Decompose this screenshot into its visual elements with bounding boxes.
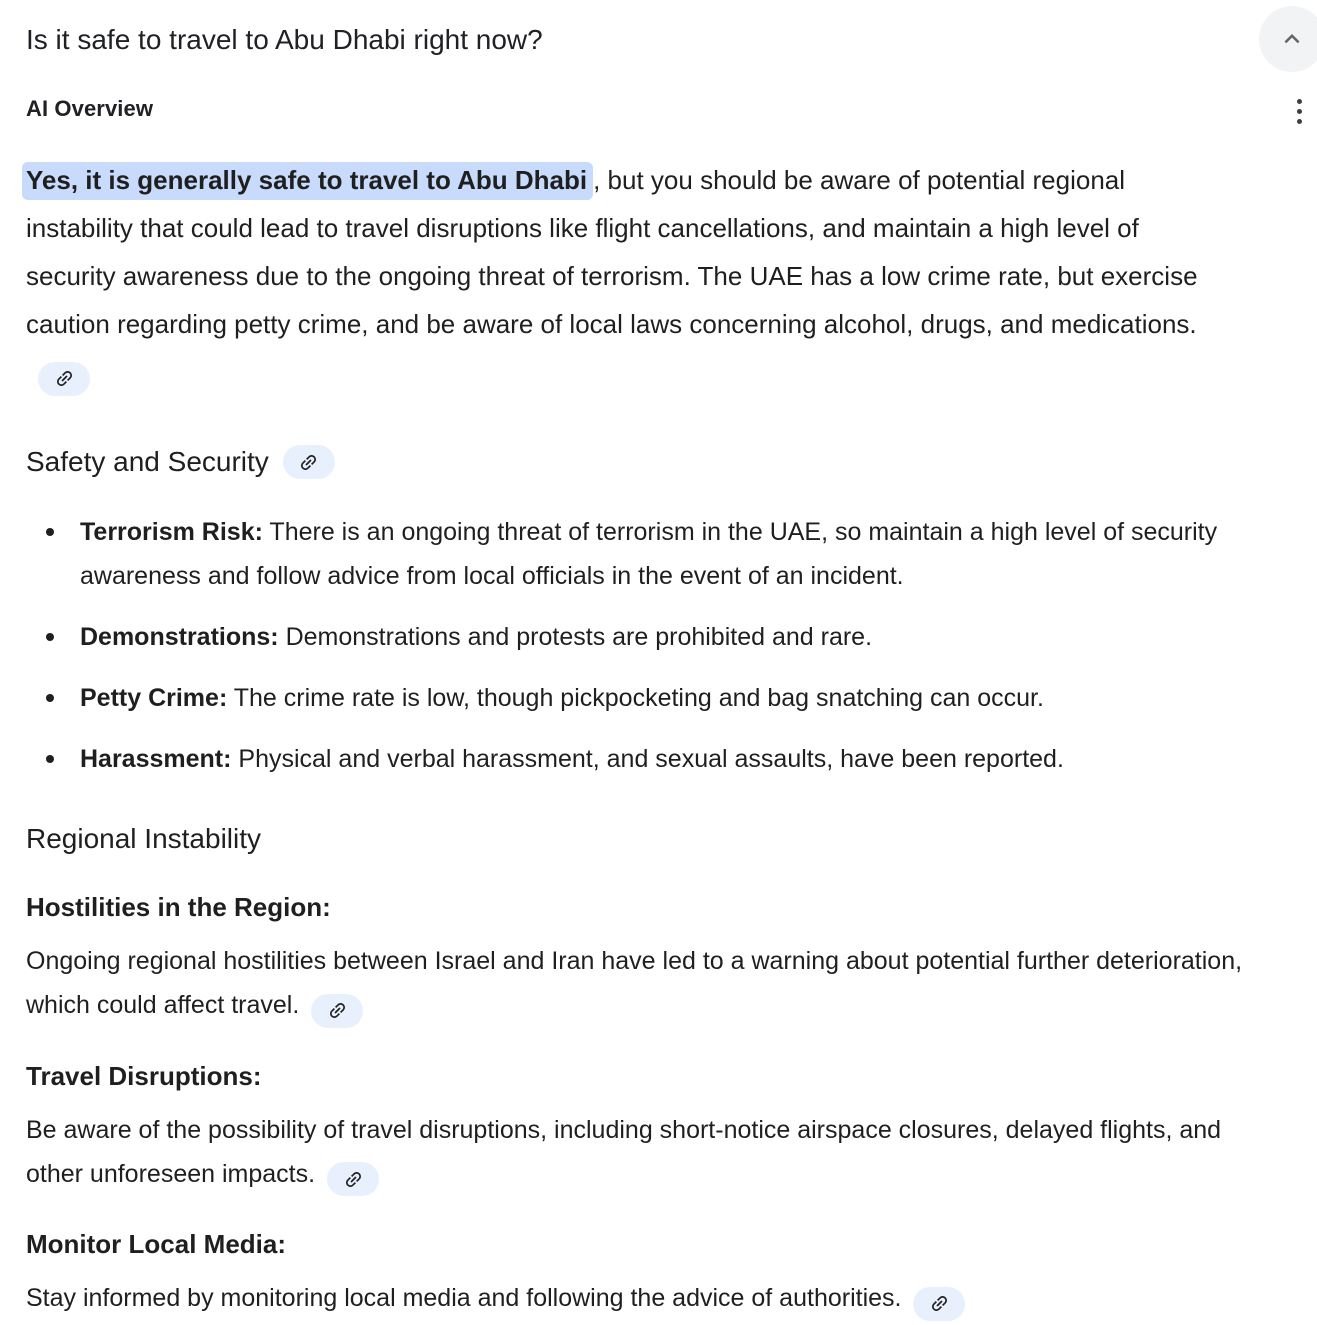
- list-item: [26, 510, 1280, 598]
- subsection-heading: Hostilities in the Region:: [26, 892, 331, 922]
- bullet-text: The crime rate is low, though pickpocketing and bag snatching can occur.: [227, 684, 1044, 712]
- intro-body-text: , but you should be aware of potential regional instability that could lead to travel disruptions like flight cancellations, and maintain a high level of security awareness due to the ongoing threat of terrorism. The UAE has a low crime rate, but exercise caution regarding petty crime, and be aware of local laws concerning alcohol, drugs, and medications.: [26, 165, 1198, 339]
- list-item: [26, 737, 1280, 781]
- list-item: [26, 615, 1280, 659]
- source-link-chip[interactable]: [283, 445, 335, 479]
- kebab-dot: [1297, 109, 1302, 114]
- subsection-body-text: Stay informed by monitoring local media and following the advice of authorities.: [26, 1284, 902, 1312]
- regional-section-title: Regional Instability: [26, 823, 262, 854]
- bullet-label: Petty Crime:: [80, 684, 228, 712]
- subsection-heading: Travel Disruptions:: [26, 1060, 262, 1091]
- subsection-heading: Monitor Local Media:: [26, 1229, 286, 1259]
- subsection-paragraph: [26, 1108, 1280, 1197]
- source-link-chip[interactable]: [913, 1287, 965, 1321]
- subsection-body-text: Ongoing regional hostilities between Israel and Iran have led to a warning about potential further deterioration, which could affect travel.: [26, 947, 1243, 1019]
- source-link-chip[interactable]: [38, 362, 90, 396]
- bullet-text: Demonstrations and protests are prohibited and rare.: [278, 623, 873, 651]
- ai-overview-header: [26, 94, 1280, 124]
- chevron-up-icon: [1277, 24, 1307, 54]
- question-title: Is it safe to travel to Abu Dhabi right now?: [26, 24, 543, 55]
- source-link-chip[interactable]: [327, 1162, 379, 1196]
- link-icon: [294, 447, 324, 477]
- bullet-text: Physical and verbal harassment, and sexual assaults, have been reported.: [231, 745, 1064, 773]
- link-icon: [322, 996, 352, 1026]
- bullet-label: Harassment:: [80, 745, 232, 773]
- subsection-paragraph: [26, 939, 1280, 1028]
- bullet-label: Demonstrations:: [80, 623, 279, 651]
- link-icon: [925, 1289, 955, 1319]
- bullet-label: Terrorism Risk:: [80, 518, 263, 546]
- list-item: [26, 676, 1280, 720]
- link-icon: [49, 364, 79, 394]
- safety-bullet-list: [26, 510, 1280, 781]
- collapse-button[interactable]: [1259, 6, 1317, 72]
- bullet-text: There is an ongoing threat of terrorism in the UAE, so maintain a high level of security awareness and follow advice from local officials in the event of an incident.: [80, 518, 1218, 590]
- kebab-dot: [1297, 99, 1302, 104]
- kebab-dot: [1297, 119, 1302, 124]
- highlighted-answer: Yes, it is generally safe to travel to Abu Dhabi: [22, 162, 593, 200]
- question-header: [26, 20, 1280, 60]
- link-icon: [338, 1164, 368, 1194]
- intro-paragraph: [26, 156, 1201, 396]
- safety-section-title: Safety and Security: [26, 446, 269, 477]
- safety-section-header: [26, 442, 1280, 482]
- kebab-menu-icon[interactable]: [1286, 96, 1312, 126]
- source-link-chip[interactable]: [311, 994, 363, 1028]
- ai-overview-label: AI Overview: [26, 96, 154, 121]
- subsection-body-text: Be aware of the possibility of travel disruptions, including short-notice airspace closures, delayed flights, and other unforeseen impacts.: [26, 1115, 1222, 1188]
- subsection-paragraph: [26, 1276, 1280, 1321]
